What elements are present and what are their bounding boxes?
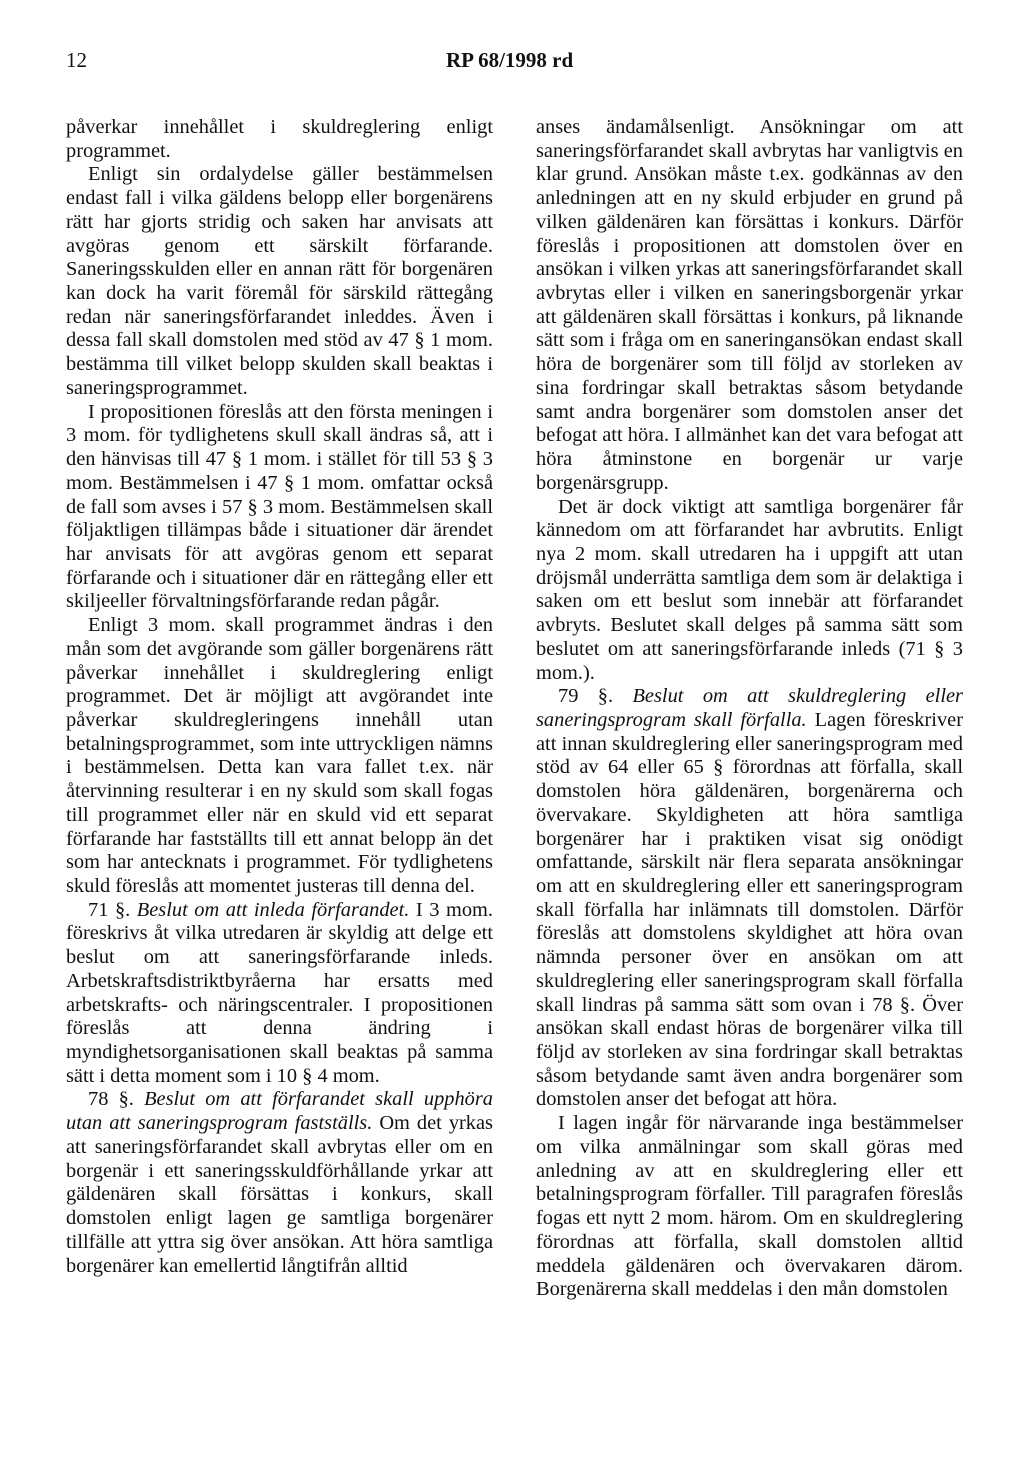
section-paragraph-71	[66, 899, 493, 1089]
section-body: Om det yrkas att saneringsförfarandet skall avbrytas eller om en borgenär i ett saneringsskuldförhållande yrkar att gäldenären skall försättas i konkurs, skall domstolen enligt lagen ge samtliga borgenärer tillfälle att yttra sig över ansökan. Att höra samtliga borgenärer kan emellertid långtifrån alltid	[66, 1112, 493, 1277]
paragraph: anses ändamålsenligt. Ansökningar om att saneringsförfarandet skall avbrytas har vanligtvis en klar grund. Ansökan måste t.ex. godkännas av den anledningen att en ny skuld erbjuder en grund på vilken gäldenären kan försättas i konkurs. Därför föreslås i propositionen att domstolen över en ansökan i vilken yrkas att saneringsförfarandet skall avbrytas eller i vilken en saneringsborgenär yrkar att gäldenären skall försättas i konkurs, på liknande sätt som i fråga om en saneringansökan endast skall höra de borgenärer som till följd av storleken av sina fordringar skall betraktas såsom betydande samt andra borgenärer som domstolen anser det befogat att höra. I allmänhet kan det vara befogat att höra åtminstone en borgenär ur varje borgenärsgrupp.	[536, 116, 963, 494]
section-heading: Beslut om att inleda förfarandet.	[136, 898, 410, 921]
page-number: 12	[66, 48, 87, 72]
paragraph: I lagen ingår för närvarande inga bestämmelser om vilka anmälningar som skall göras med anledning av att en skuldreglering eller ett betalningsprogram förfaller. Till paragrafen föreslås fogas ett nytt 2 mom. härom. Om en skuldreglering förordnas att förfalla, skall domstolen alltid meddela gäldenären och övervakaren därom. Borgenärerna skall meddelas i den mån domstolen	[536, 1112, 963, 1301]
section-heading: Beslut om att förfarandet skall upphöra utan att saneringsprogram fastställs.	[66, 1088, 493, 1135]
section-number: 78 §.	[88, 1088, 145, 1111]
section-body: Lagen föreskriver att innan skuldreglering eller saneringsprogram med stöd av 64 eller 65 § förordnas att förfalla, skall domstolen höra gäldenären, borgenärerna och övervakare. Skyldigheten att höra samtliga borgenärer har i praktiken visat sig onödigt omfattande, särskilt när flera separata ansökningar om att en skuldreglering eller ett saneringsprogram skall förfalla har inlämnats till domstolen. Därför föreslås att domstolens skyldighet att höra ovan nämnda personer över en ansökan om att skuldreglering eller saneringsprogram skall förfalla skall lindras på samma sätt som ovan i 78 §. Över ansökan skall endast höras de borgenärer vilka till följd av storleken av sina fordringar skall betraktas såsom betydande samt även andra borgenärer som domstolen anser det befogat att höra.	[536, 708, 963, 1111]
section-heading: Beslut om att skuldreglering eller saneringsprogram skall förfalla.	[536, 685, 963, 731]
section-paragraph-78	[66, 1088, 493, 1278]
section-number: 71 §.	[88, 898, 137, 921]
paragraph: Enligt 3 mom. skall programmet ändras i den mån som det avgörande som gäller borgenärens rätt påverkar innehållet i skuldreglering enligt programmet. Det är möjligt att avgörandet inte påverkar skuldregleringens innehåll utan betalningsprogrammet, som inte uttryckligen nämns i bestämmelsen. Detta kan vara fallet t.ex. när återvinning resulterar i en ny skuld som skall fogas till programmet eller när en skuld vid ett separat förfarande har fastställts till ett annat belopp än det som har antecknats i programmet. För tydlighetens skuld föreslås att momentet justeras till denna del.	[66, 614, 493, 897]
page-header	[0, 48, 1024, 88]
paragraph: påverkar innehållet i skuldreglering enligt programmet.	[66, 116, 493, 162]
right-column	[536, 116, 963, 1302]
paragraph: I propositionen föreslås att den första meningen i 3 mom. för tydlighetens skull skall ändras så, att i den hänvisas till 47 § 1 mom. i stället för till 53 § 3 mom. Bestämmelsen i 47 § 1 mom. omfattar också de fall som avses i 57 § 3 mom. Bestämmelsen skall följaktligen tillämpas både i situationer där ärendet har anvisats för att avgöras genom ett separat förfarande och i situationer där en rättegång eller ett skiljeeller förvaltningsförfarande redan pågår.	[66, 400, 493, 613]
section-paragraph-79	[536, 685, 963, 1112]
left-column	[66, 116, 493, 1278]
paragraph: Enligt sin ordalydelse gäller bestämmelsen endast fall i vilka gäldens belopp eller borgenärens rätt har gjorts stridig och saken har anvisats att avgöras genom ett särskilt förfarande. Saneringsskulden eller en annan rätt för borgenären kan dock ha varit föremål för särskild rättegång redan när saneringsförfarandet inleddes. Även i dessa fall skall domstolen med stöd av 47 § 1 mom. bestämma till vilket belopp skulden skall beaktas i saneringsprogrammet.	[66, 163, 493, 399]
section-number: 79 §.	[558, 685, 633, 708]
paragraph: Det är dock viktigt att samtliga borgenärer får kännedom om att förfarandet har avbrutits. Enligt nya 2 mom. skall utredaren ha i uppgift att utan dröjsmål underrätta samtliga dem som är delaktiga i saken om ett beslut som innebär att förfarandet avbryts. Beslutet skall delges på samma sätt som beslutet om att saneringsförfarande inleds (71 § 3 mom.).	[536, 495, 963, 684]
document-reference: RP 68/1998 rd	[446, 48, 574, 72]
section-body: I 3 mom. föreskrivs åt vilka utredaren är skyldig att delge ett beslut om att saneringsförfarande inleds. Arbetskraftsdistriktbyråerna har ersatts med arbetskrafts- och näringscentraler. I propositionen föreslås att denna ändring i myndighetsorganisationen skall beaktas på samma sätt i detta moment som i 10 § 4 mom.	[66, 898, 493, 1087]
